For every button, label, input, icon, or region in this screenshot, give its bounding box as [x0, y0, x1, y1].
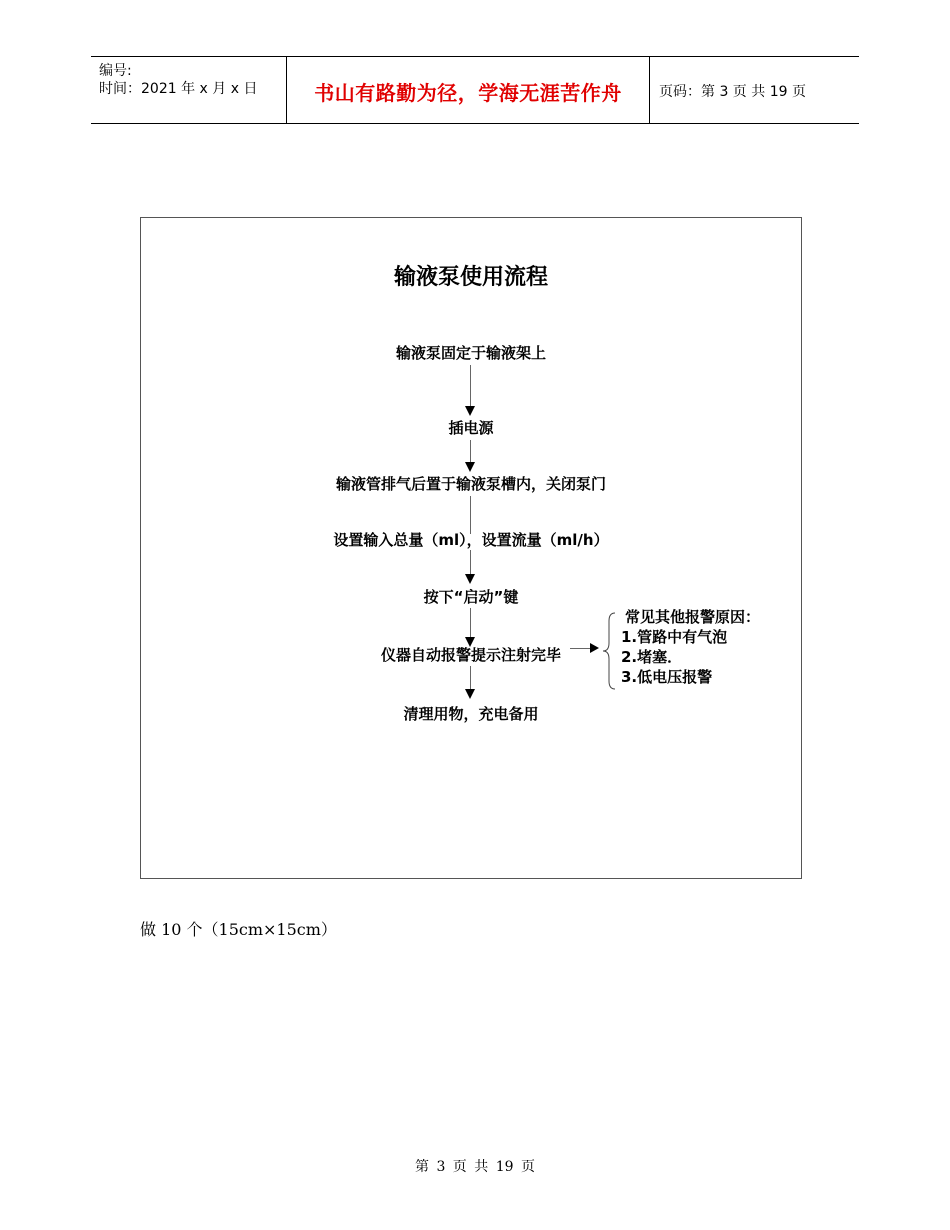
flowchart-title: 输液泵使用流程 — [393, 265, 548, 290]
down-arrow-icon — [465, 574, 475, 584]
page-footer: 第 3 页 共 19 页 — [415, 1159, 535, 1175]
flow-step-press-start: 按下“启动”键 — [423, 588, 519, 606]
header-middle-cell — [287, 57, 650, 123]
alarm-note-item: 1.管路中有气泡 — [621, 628, 728, 646]
alarm-notes-heading: 常见其他报警原因： — [625, 608, 761, 626]
code-label: 编号: — [99, 63, 132, 79]
alarm-note-item: 3.低电压报警 — [621, 668, 713, 686]
document-header — [91, 56, 859, 124]
connector-line — [470, 365, 471, 407]
flow-step-alarm-complete: 仪器自动报警提示注射完毕 — [380, 646, 561, 664]
connector-line — [470, 608, 471, 639]
down-arrow-icon — [465, 406, 475, 416]
flow-step-load-tubing: 输液管排气后置于输液泵槽内，关闭泵门 — [335, 475, 606, 493]
down-arrow-icon — [465, 689, 475, 699]
flow-step-plug-power: 插电源 — [448, 419, 494, 437]
header-page-info: 页码：第 3 页 共 19 页 — [659, 84, 806, 100]
flow-step-mount-pump: 输液泵固定于输液架上 — [395, 344, 546, 362]
down-arrow-icon — [465, 462, 475, 472]
header-left-cell — [91, 57, 287, 123]
alarm-note-item: 2.堵塞． — [621, 648, 683, 666]
side-connector-line — [570, 648, 592, 649]
left-brace-icon — [601, 611, 617, 691]
flowchart-frame — [140, 217, 802, 879]
flow-step-set-volume-rate: 设置输入总量（ml），设置流量（ml/h） — [333, 531, 609, 549]
header-right-cell — [650, 57, 859, 123]
connector-line — [470, 550, 471, 575]
flow-step-cleanup-charge: 清理用物，充电备用 — [403, 705, 539, 723]
right-arrow-icon — [590, 643, 599, 653]
connector-line — [470, 440, 471, 463]
time-label: 时间：2021 年 x 月 x 日 — [99, 81, 258, 97]
quantity-note: 做 10 个（15cm×15cm） — [140, 920, 337, 939]
connector-line — [470, 666, 471, 691]
header-motto: 书山有路勤为径，学海无涯苦作舟 — [314, 81, 622, 105]
